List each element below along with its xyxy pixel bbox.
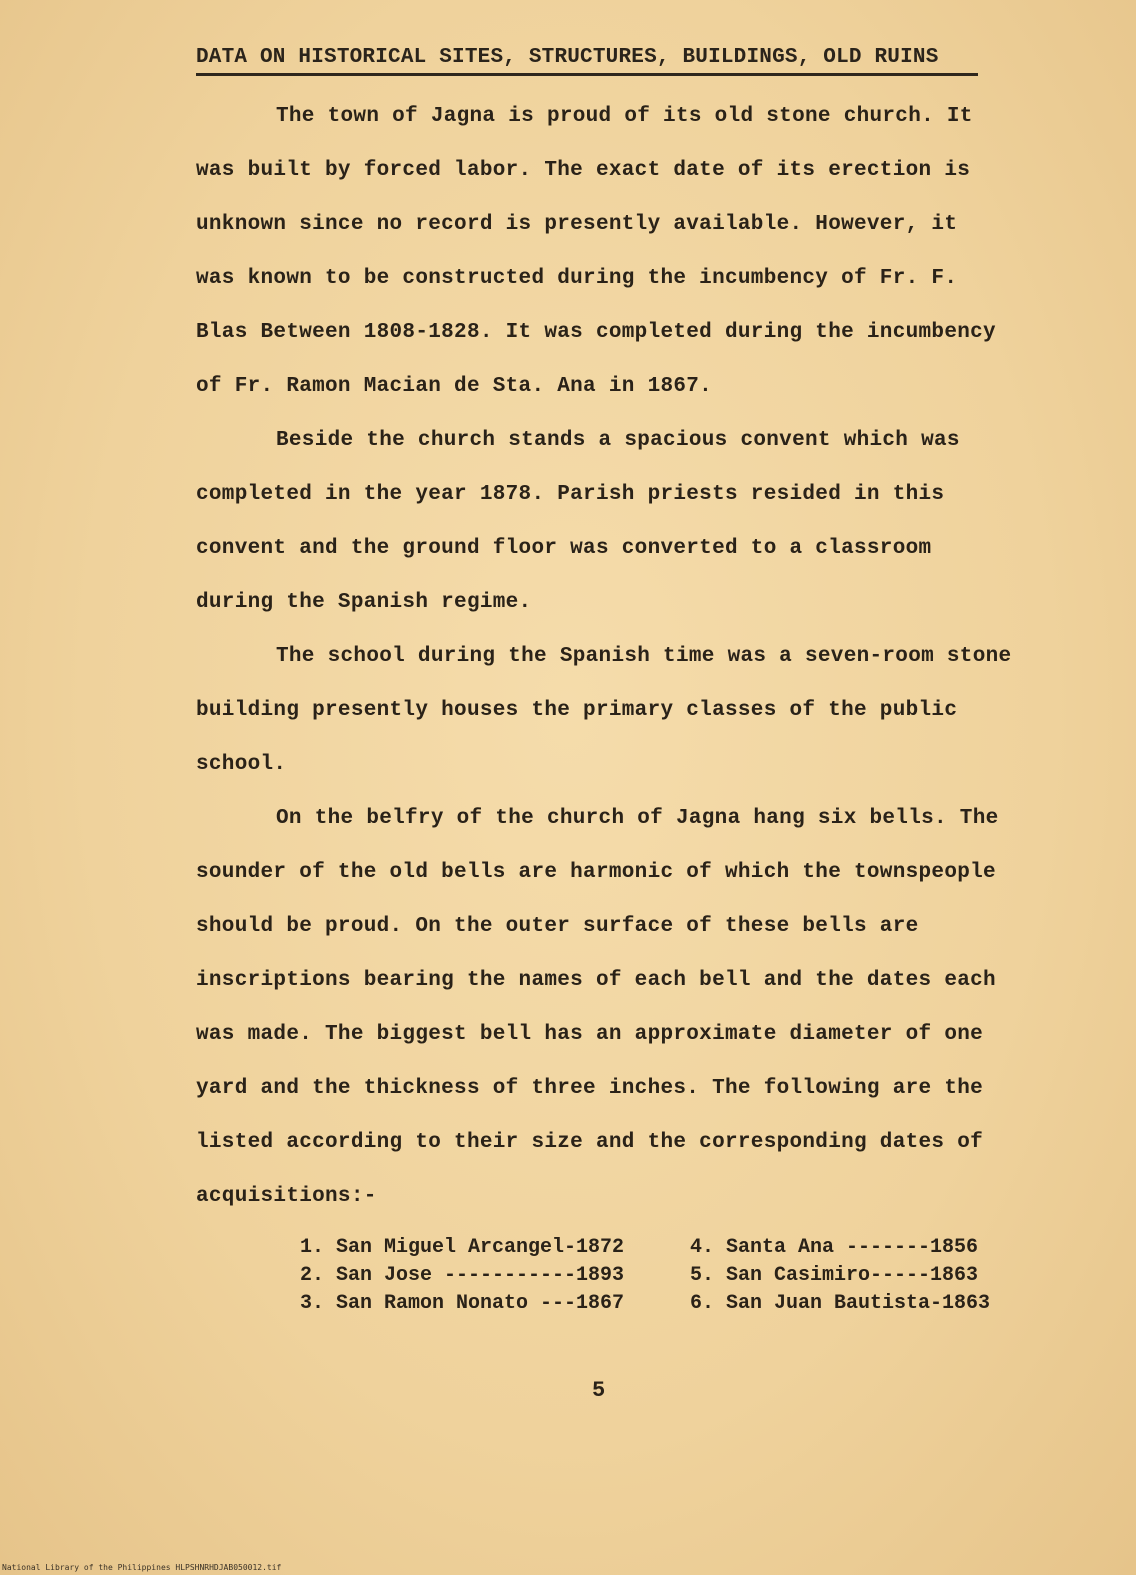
body-text bbox=[196, 90, 1046, 1224]
text-line: of Fr. Ramon Macian de Sta. Ana in 1867. bbox=[196, 375, 713, 398]
text-line: Beside the church stands a spacious convent which was bbox=[276, 429, 960, 452]
bell-entry: 5. San Casimiro-----1863 bbox=[690, 1264, 979, 1287]
text-line: Blas Between 1808-1828. It was completed during the incumbency bbox=[196, 321, 996, 344]
text-line: yard and the thickness of three inches. The following are the bbox=[196, 1077, 984, 1100]
bell-list-row bbox=[300, 1262, 1080, 1290]
bell-entry: 4. Santa Ana -------1856 bbox=[690, 1236, 979, 1259]
bell-list-row bbox=[300, 1290, 1080, 1318]
page-number: 5 bbox=[592, 1378, 606, 1403]
bell-list-row bbox=[300, 1234, 1080, 1262]
text-line: acquisitions:- bbox=[196, 1185, 377, 1208]
paragraph-school bbox=[196, 630, 1046, 792]
bell-entry: 1. San Miguel Arcangel-1872 bbox=[300, 1236, 625, 1259]
text-line: was made. The biggest bell has an approximate diameter of one bbox=[196, 1023, 984, 1046]
paragraph-bells bbox=[196, 792, 1046, 1224]
text-line: The school during the Spanish time was a seven-room stone bbox=[276, 645, 1012, 668]
text-line: listed according to their size and the corresponding dates of bbox=[196, 1131, 984, 1154]
text-line: was built by forced labor. The exact date of its erection is bbox=[196, 159, 971, 182]
heading-underline bbox=[196, 73, 978, 76]
text-line: should be proud. On the outer surface of these bells are bbox=[196, 915, 919, 938]
text-line: On the belfry of the church of Jagna hang six bells. The bbox=[276, 807, 999, 830]
page-heading: DATA ON HISTORICAL SITES, STRUCTURES, BUILDINGS, OLD RUINS bbox=[196, 46, 939, 69]
scan-footer: National Library of the Philippines HLPSHNRHDJAB050012.tif bbox=[2, 1563, 282, 1572]
text-line: was known to be constructed during the incumbency of Fr. F. bbox=[196, 267, 958, 290]
text-line: building presently houses the primary classes of the public bbox=[196, 699, 958, 722]
text-line: sounder of the old bells are harmonic of which the townspeople bbox=[196, 861, 996, 884]
paragraph-convent bbox=[196, 414, 1046, 630]
bell-list bbox=[300, 1234, 1080, 1318]
bell-entry: 6. San Juan Bautista-1863 bbox=[690, 1292, 991, 1315]
text-line: school. bbox=[196, 753, 287, 776]
bell-entry: 3. San Ramon Nonato ---1867 bbox=[300, 1292, 625, 1315]
paragraph-church bbox=[196, 90, 1046, 414]
bell-entry: 2. San Jose -----------1893 bbox=[300, 1264, 625, 1287]
text-line: unknown since no record is presently available. However, it bbox=[196, 213, 958, 236]
text-line: completed in the year 1878. Parish priests resided in this bbox=[196, 483, 945, 506]
text-line: The town of Jagna is proud of its old stone church. It bbox=[276, 105, 973, 128]
text-line: inscriptions bearing the names of each bell and the dates each bbox=[196, 969, 996, 992]
text-line: during the Spanish regime. bbox=[196, 591, 532, 614]
text-line: convent and the ground floor was converted to a classroom bbox=[196, 537, 932, 560]
